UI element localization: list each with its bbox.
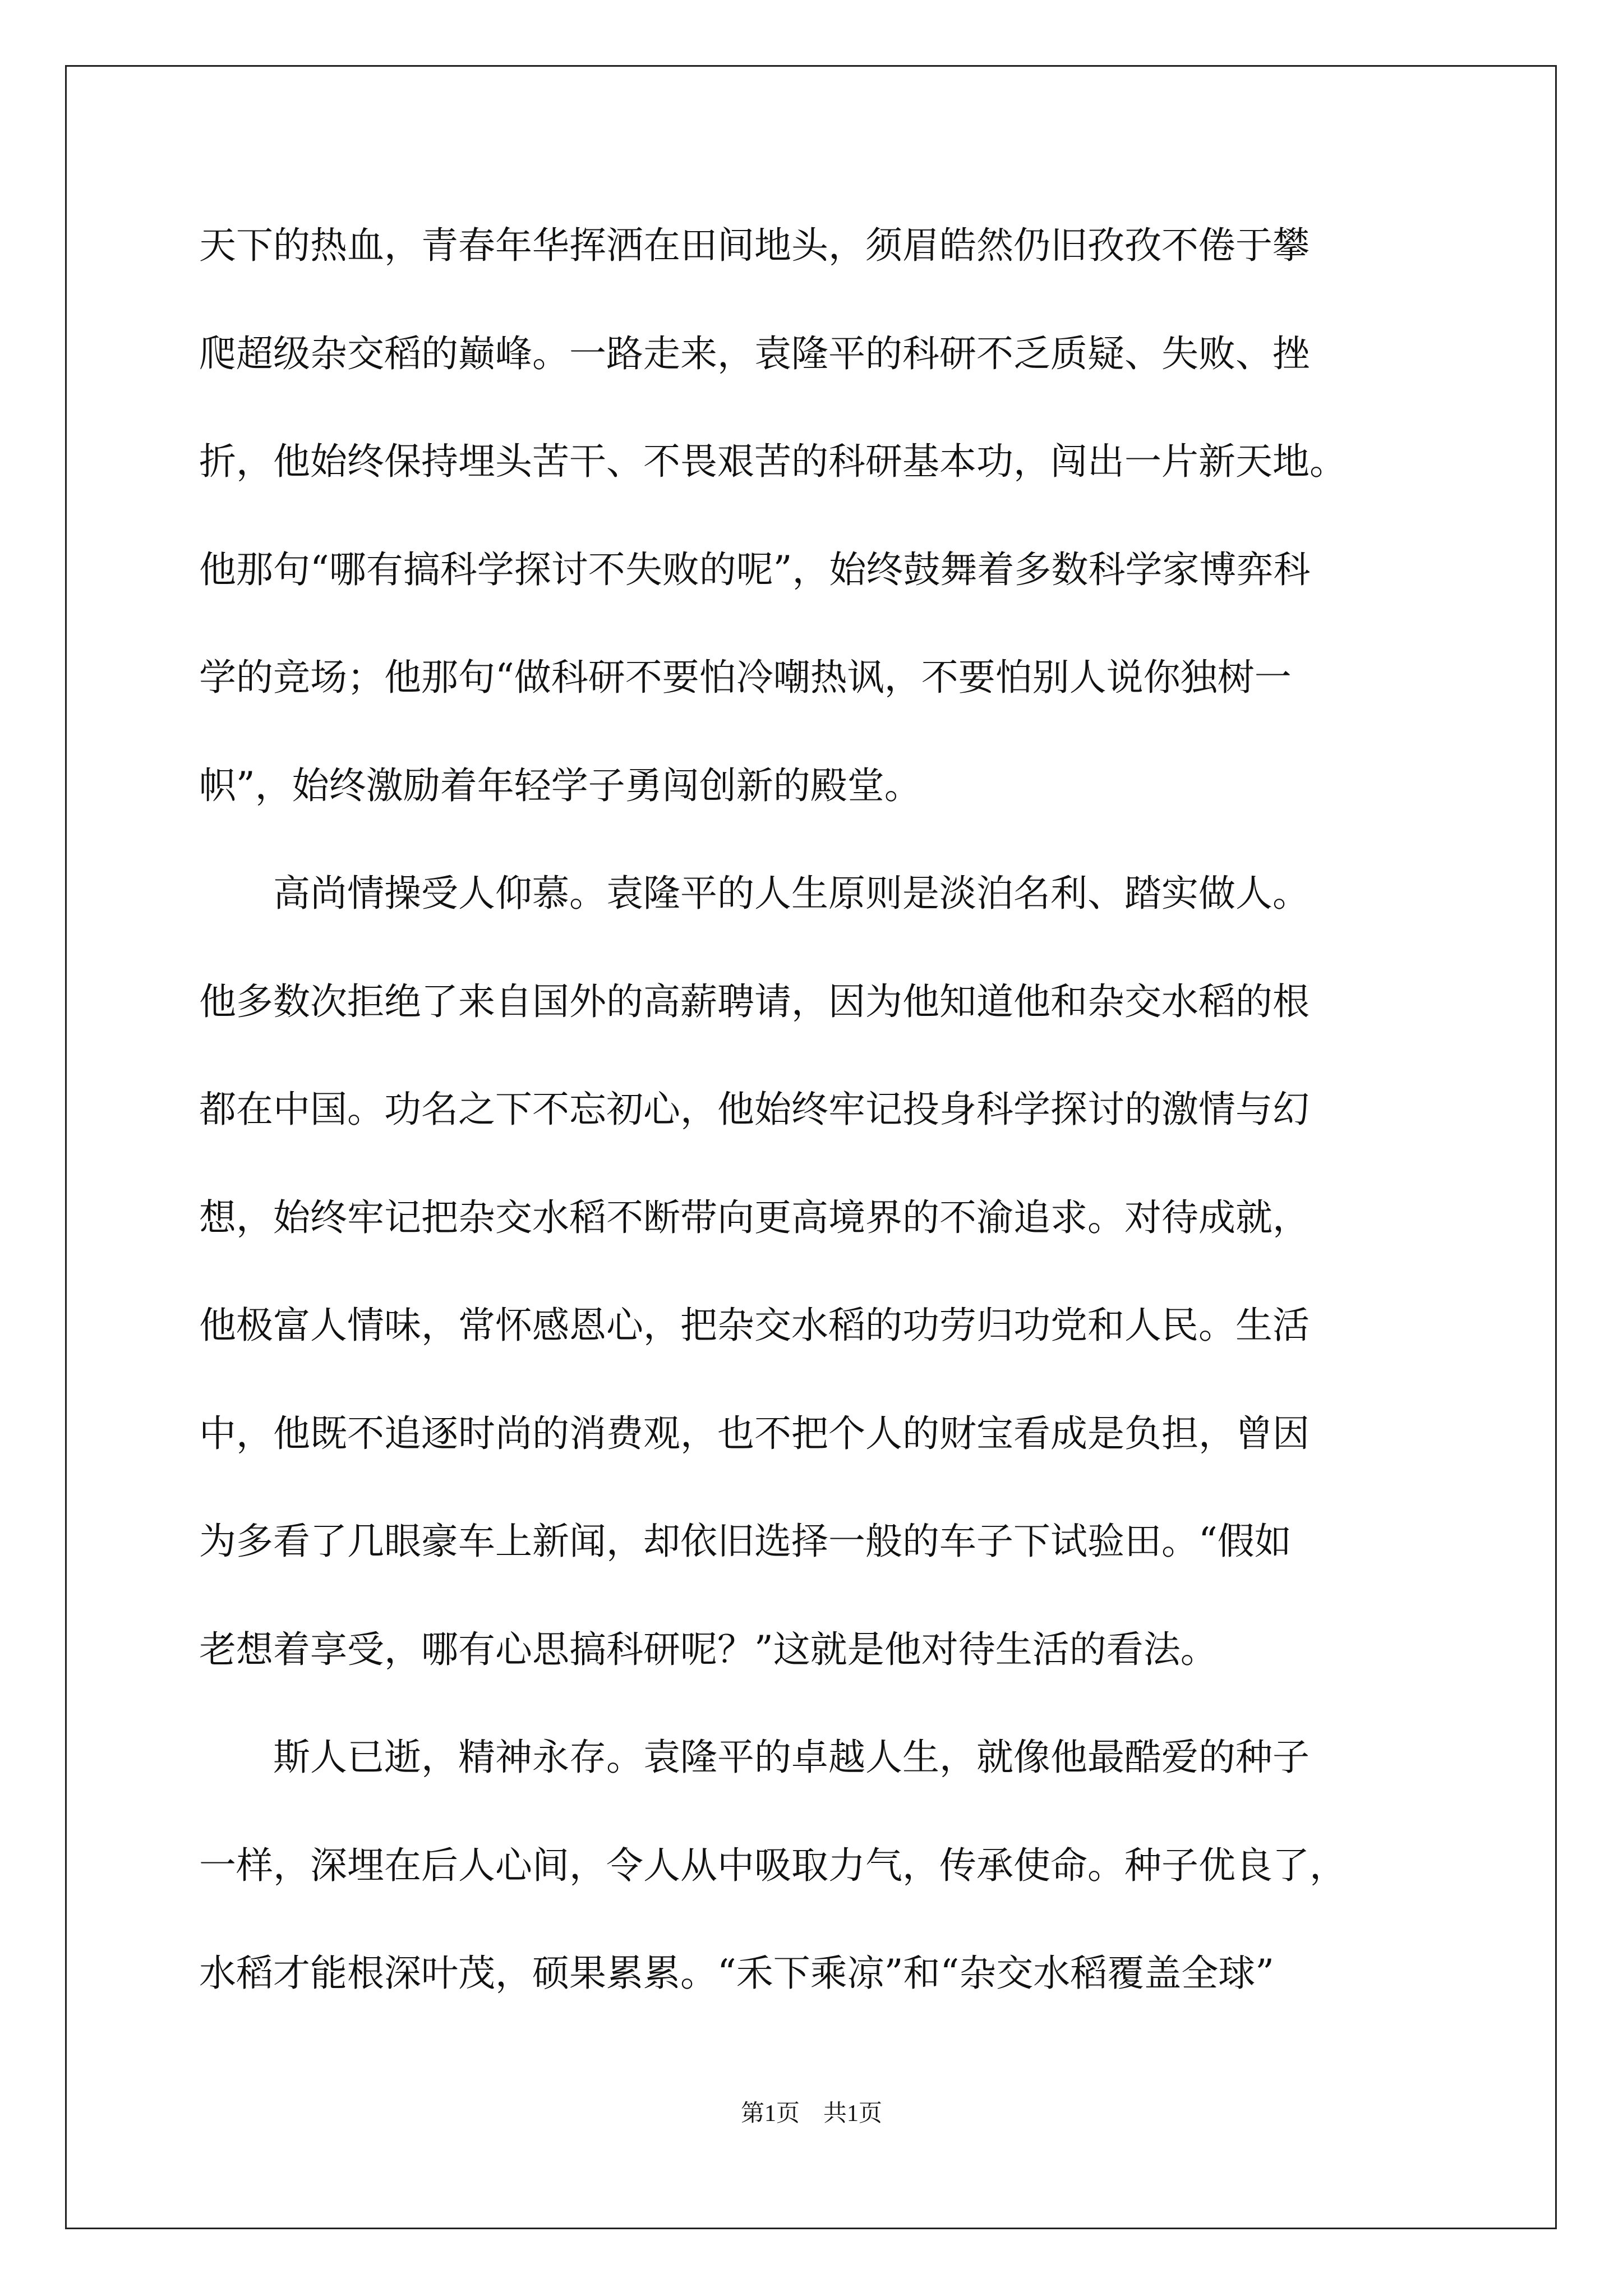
text-line-1: 天下的热血，青春年华挥洒在田间地头，须眉皓然仍旧孜孜不倦于攀: [199, 224, 1310, 267]
text-line-5: 学的竞场；他那句“做科研不要怕冷嘲热讽，不要怕别人说你独树一: [199, 656, 1292, 699]
text-line-17: 水稻才能根深叶茂，硕果累累。“禾下乘凉”和“杂交水稻覆盖全球”: [199, 1952, 1274, 1995]
text-line-13: 为多看了几眼豪车上新闻，却依旧选择一般的车子下试验田。“假如: [199, 1520, 1292, 1563]
text-line-11: 他极富人情味，常怀感恩心，把杂交水稻的功劳归功党和人民。生活: [199, 1304, 1310, 1347]
text-line-7: 高尚情操受人仰慕。袁隆平的人生原则是淡泊名利、踏实做人。: [199, 872, 1310, 915]
text-line-16: 一样，深埋在后人心间，令人从中吸取力气，传承使命。种子优良了，: [199, 1844, 1347, 1887]
text-line-14: 老想着享受，哪有心思搞科研呢？”这就是他对待生活的看法。: [199, 1628, 1218, 1671]
text-line-6: 帜”，始终激励着年轻学子勇闯创新的殿堂。: [199, 764, 921, 807]
text-line-12: 中，他既不追逐时尚的消费观，也不把个人的财宝看成是负担，曾因: [199, 1412, 1310, 1455]
text-line-8: 他多数次拒绝了来自国外的高薪聘请，因为他知道他和杂交水稻的根: [199, 980, 1310, 1023]
text-line-9: 都在中国。功名之下不忘初心，他始终牢记投身科学探讨的激情与幻: [199, 1088, 1310, 1131]
text-line-2: 爬超级杂交稻的巅峰。一路走来，袁隆平的科研不乏质疑、失败、挫: [199, 332, 1310, 375]
text-line-15: 斯人已逝，精神永存。袁隆平的卓越人生，就像他最酷爱的种子: [199, 1736, 1310, 1779]
page-footer: 第1页 共1页: [740, 2101, 882, 2127]
page-border: [65, 65, 1557, 2229]
text-line-3: 折，他始终保持埋头苦干、不畏艰苦的科研基本功，闯出一片新天地。: [199, 440, 1347, 483]
text-line-4: 他那句“哪有搞科学探讨不失败的呢”，始终鼓舞着多数科学家博弈科: [199, 548, 1311, 591]
text-line-10: 想，始终牢记把杂交水稻不断带向更高境界的不渝追求。对待成就，: [199, 1196, 1310, 1239]
